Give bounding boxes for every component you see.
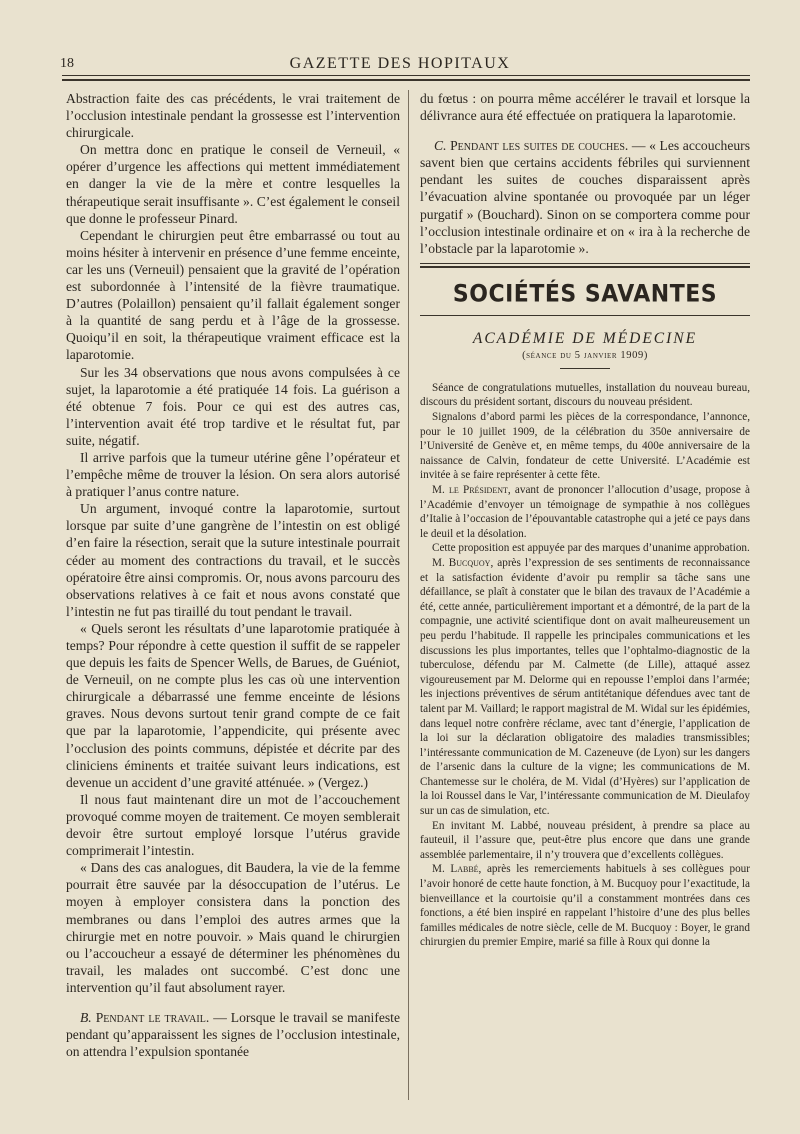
continuation-paragraph: du fœtus : on pourra même accélérer le travail et lorsque la délivrance aura été effectuée on pratiquera la laparotomie. [420,91,750,124]
section-rule [420,263,750,264]
paragraph: « Quels seront les résultats d’une laparotomie pratiquée à temps? Pour répondre à cette question il suffit de se rappeler que depuis les faits de Spencer Wells, de Barues, de Guéniot, de Verneuil, on ne compte plus les cas où une intervention chirurgicale a débarrassé une femme enceinte de lésions graves. Nous devons surtout tenir grand compte de ce fait que par la laparotomie, l’appendicite, qui présente avec l’occlusion des points communs, dépistée et décrite par des cliniciens éminents et traitée suivant leurs indications, est devenue un accident d’une gravité atténuée. » (Vergez.) [66,620,400,790]
section-c-label: C. [434,138,447,154]
header-rule [62,75,750,76]
speaker-name: M. le Président, [432,484,511,496]
paragraph: Il arrive parfois que la tumeur utérine gêne l’opérateur et l’empêche même de trouver la lésion. On sera alors autorisé à pratiquer l’anus contre nature. [66,449,400,500]
paragraph: Il nous faut maintenant dire un mot de l’accouchement provoqué comme moyen de traitement. Ce moyen semblerait devoir être surtout employé lorsque l’utérus gravide comprimerait l’intestin. [66,791,400,859]
section-c-title: Pendant les suites de couches. [450,138,629,154]
paragraph: Sur les 34 observations que nous avons compulsées à ce sujet, la laparotomie a été pratiquée 14 fois. La guérison a été obtenue 7 fois. Pour ce qui est des autres cas, l’intervention avait été trop tardive et le résultat fut, par suite, négatif. [66,364,400,448]
column-separator [408,90,409,1100]
paragraph: Un argument, invoqué contre la laparotomie, surtout lorsque par suite d’une gangrène de l’intestin on est obligé d’en faire la résection, serait que la suture intestinale pourrait céder au moment des contractions du travail, et le succès opératoire être ainsi compromis. Or, nous avons parcouru des observations relatives à ce fait et nous avons constaté que l’intestin ne fut pas tiraillé du tout pendant le travail. [66,501,400,619]
left-column [66,90,400,1060]
section-b-text: — Lorsque le travail se manifeste pendant qu’apparaissent les signes de l’occlusion intestinale, on attendra l’expulsion spontanée [66,1009,400,1060]
short-rule [560,368,610,369]
speaker-text: après l’expression de ses sentiments de reconnaissance et la satisfaction évidente d’avoir pu remplir sa tâche sans une défaillance, se plaît à constater que le bilan des travaux de l’Académie a été, cette année, particulièrement important et a démontré, de la part de la compagnie, une activité scientifique dont on avait malheureusement un peu perdu l’habitude. Il rappelle les principales communications et les discussions les plus importantes, telles que l’ophtalmo-diagnostic de la tuberculose, défendu par M. Calmette (de Lille), attaqué assez vigoureusement par M. Delorme qui en repousse l’emploi dans l’armée; les injections préventives de sérum antitétanique défendues avec tant de talent par M. Vaillard; le rapport magistral de M. Widal sur les épidémies, dans lequel notre confrère réclame, avec tant d’énergie, l’application de la loi sur la déclaration obligatoire des maladies transmissibles; l’intéressante communication de M. Cazeneuve (de Lyon) sur les dangers de l’arsenic dans la culture de la vigne; les communications de M. Chantemesse sur le choléra, de M. Vidal (d’Hyères) sur l’application de la loi Roussel dans le Var, l’intéressante communication de M. Dieulafoy sur un cas de simulation, etc. [420,556,751,818]
section-b-label: B. [80,1009,92,1025]
section-rule-thick [420,266,750,268]
labbe-paragraph [420,862,750,950]
speaker-text: après les remerciements habituels à ses collègues pour l’avoir honoré de cette haute fonction, à M. Bucquoy pour l’exactitude, la bienveillance et la courtoisie qu’il a constamment montrées dans ces fonctions, a été bien inspiré en rappelant l’histoire d’une des plus belles familles médicales de notre siècle, celle de M. Bucquoy : Boyer, le grand chirurgien du premier Empire, marié sa fille à Roux qui donne la [420,863,750,949]
paragraph: Abstraction faite des cas précédents, le vrai traitement de l’occlusion intestinale pendant la grossesse est l’intervention chirurgicale. [66,91,400,141]
section-c-text: — « Les accoucheurs savent bien que certains accidents fébriles qui surviennent pendant les suites de couches disparaissent après l’évacuation alvine spontanée ou provoquée par un léger purgatif » (Bouchard). Sinon on se comportera comme pour l’occlusion intestinale ordinaire et on « ira à la recherche de l’obstacle par la laparotomie ». [420,138,750,256]
bucquoy-paragraph [420,556,750,819]
section-title-rule [420,315,750,316]
speaker-text: avant de prononcer l’allocution d’usage, propose à l’Académie d’envoyer un témoignage de sympathie à nos collègues d’Italie à l’occasion de l’épouvantable catastrophe qui a jeté ce pays dans le deuil et la désolation. [420,484,750,540]
paragraph: Séance de congratulations mutuelles, installation du nouveau bureau, discours du président sortant, discours du nouveau président. [420,381,750,409]
academy-report [420,381,750,950]
page-number: 18 [60,56,74,71]
paragraph: Cette proposition est appuyée par des marques d’unanime approbation. [432,542,750,555]
paragraph: Signalons d’abord parmi les pièces de la correspondance, l’annonce, pour le 10 juillet 1909, de la célébration du 350e anniversaire de l’Université de Genève et, en même temps, du 400e anniversaire de la naissance de Calvin, fondateur de cette Université. L’Académie est invitée à se faire représenter à cette fête. [420,411,750,482]
president-paragraph [420,483,750,541]
session-date: (séance du 5 janvier 1909) [522,349,648,361]
speaker-name: M. Labbé, [432,863,482,876]
section-b-paragraph [66,1009,400,1060]
right-column [420,90,750,950]
paragraph: Cependant le chirurgien peut être embarrassé ou tout au moins hésiter à intervenir en présence d’une femme enceinte, car les uns (Verneuil) pensaient que la gravité de l’opération est subordonnée à l’intensité de la fièvre traumatique. D’autres (Polaillon) pensaient qu’il fallait également songer à la quantité de sang perdu et à l’âge de la grossesse. Quoiqu’il en soit, la thérapeutique vraiment efficace est la laparotomie. [66,227,400,363]
section-title: SOCIÉTÉS SAVANTES [452,280,718,309]
academy-title: ACADÉMIE DE MÉDECINE [472,329,698,347]
section-c-paragraph [420,137,750,257]
section-b-title: Pendant le travail. [95,1009,210,1025]
paragraph: « Dans des cas analogues, dit Baudera, la vie de la femme pourrait être sauvée par la désoccupation de l’utérus. Le moyen à employer consistera dans la ponction des membranes ou dans l’emploi des autres armes que la chirurgie met en notre pouvoir. » Mais quand le chirurgien ou l’accoucheur a essayé de déterminer les phénomènes du travail, les malades ont succombé. C’est donc une intervention qu’il faut absolument rayer. [66,860,400,995]
paragraph: En invitant M. Labbé, nouveau président, à prendre sa place au fauteuil, il l’assure que, peut-être plus encore que dans une grande assemblée parlementaire, il n’y trouvera que d’excellents collègues. [420,819,750,861]
paragraph: On mettra donc en pratique le conseil de Verneuil, « opérer d’urgence les affections qui mettent immédiatement en danger la vie de la mère et contre lesquelles la thérapeutique serait insuffisante ». C’est également le conseil que donne le professeur Pinard. [66,142,400,226]
header-rule-thick [62,79,750,81]
journal-title: GAZETTE DES HOPITAUX [289,55,511,72]
speaker-name: M. Bucquoy, [432,556,494,569]
